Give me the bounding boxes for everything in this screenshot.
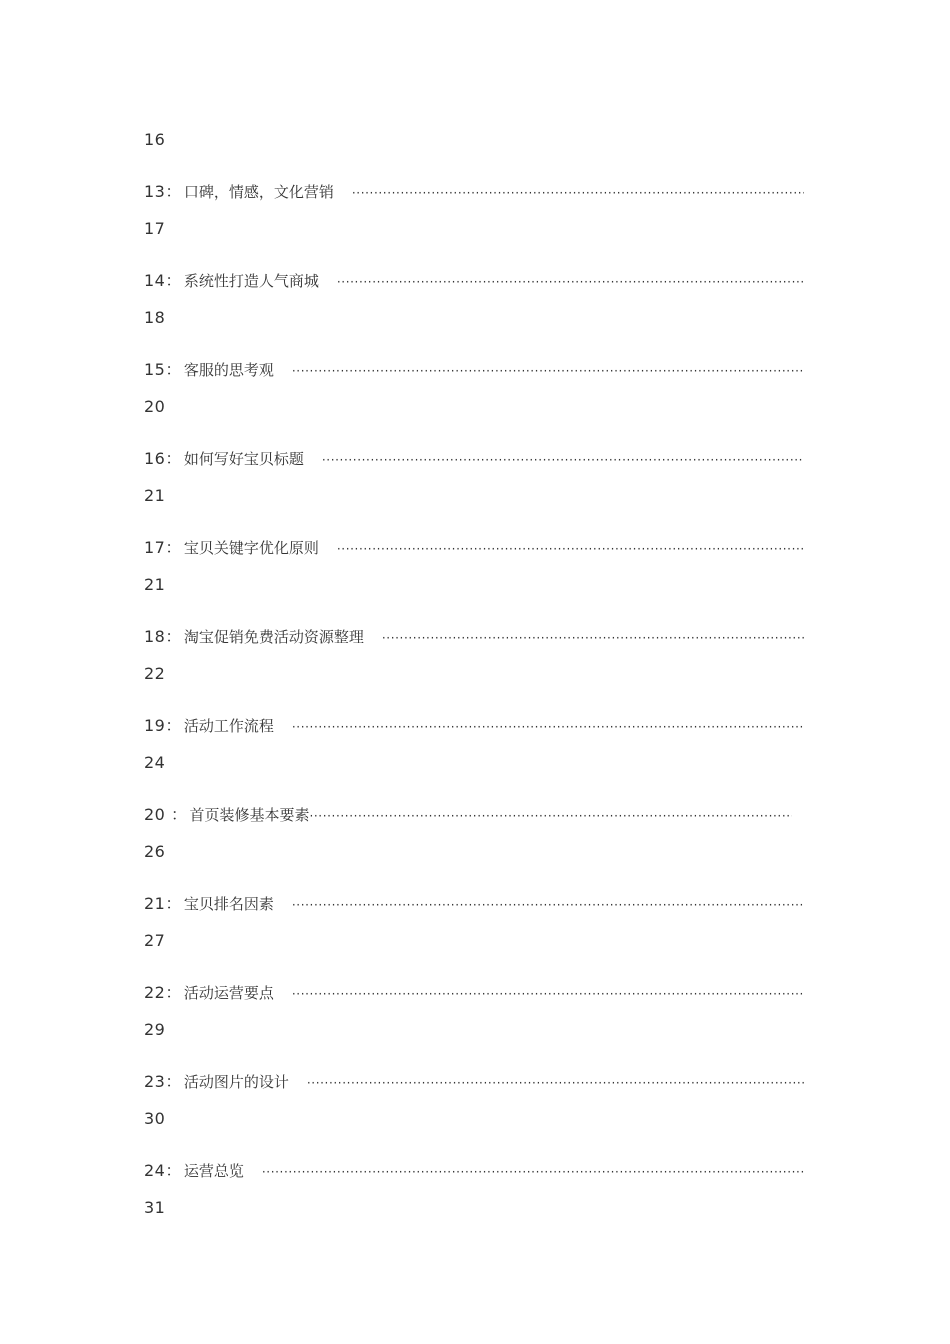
- toc-entry: [144, 445, 804, 473]
- toc-entry-number: 19：: [144, 716, 182, 735]
- toc-entry-title: 活动图片的设计: [183, 1073, 289, 1091]
- dot-leader: [337, 268, 804, 296]
- dot-leader: [322, 446, 804, 474]
- toc-entry-number: 20 ：: [144, 805, 188, 824]
- toc-entry: [144, 1157, 804, 1185]
- toc-entry-number: 14：: [144, 271, 182, 290]
- dot-leader: [382, 624, 804, 652]
- toc-page-number: 27: [144, 931, 166, 950]
- toc-entry-title: 客服的思考观: [183, 361, 274, 379]
- toc-page-number: 30: [144, 1109, 166, 1128]
- toc-page-number: 22: [144, 664, 166, 683]
- toc-entry-title: 活动运营要点: [183, 984, 274, 1002]
- toc-entry-title: 运营总览: [183, 1162, 244, 1180]
- toc-entry-title: 宝贝关键字优化原则: [183, 539, 319, 557]
- toc-entry: [144, 534, 804, 562]
- toc-page-number: 21: [144, 575, 166, 594]
- toc-entry-number: 18：: [144, 627, 182, 646]
- toc-entry: [144, 979, 804, 1007]
- toc-entry: [144, 712, 804, 740]
- toc-entry-title: 活动工作流程: [183, 717, 274, 735]
- toc-entry-title: 系统性打造人气商城: [183, 272, 319, 290]
- toc-entry-number: 17：: [144, 538, 182, 557]
- toc-page-number: 17: [144, 219, 166, 238]
- toc-entry-number: 22：: [144, 983, 182, 1002]
- toc-entry-number: 15：: [144, 360, 182, 379]
- toc-entry-number: 21：: [144, 894, 182, 913]
- toc-page-number: 29: [144, 1020, 166, 1039]
- toc-page-number: 16: [144, 130, 166, 149]
- toc-entry: [144, 267, 804, 295]
- toc-entry: [144, 623, 804, 651]
- dot-leader: [309, 802, 792, 830]
- toc-page-number: 18: [144, 308, 166, 327]
- dot-leader: [292, 891, 804, 919]
- toc-entry-number: 23：: [144, 1072, 182, 1091]
- toc-entry-number: 16：: [144, 449, 182, 468]
- toc-page-number: 20: [144, 397, 166, 416]
- toc-entry-number: 24：: [144, 1161, 182, 1180]
- toc-page-number: 26: [144, 842, 166, 861]
- dot-leader: [292, 713, 804, 741]
- toc-entry-title: 如何写好宝贝标题: [183, 450, 304, 468]
- toc-entry-title: 首页装修基本要素: [189, 806, 310, 824]
- toc-entry: [144, 801, 804, 829]
- toc-entry: [144, 178, 804, 206]
- toc-page-number: 24: [144, 753, 166, 772]
- toc-entry-title: 淘宝促销免费活动资源整理: [183, 628, 364, 646]
- toc-entry-number: 13：: [144, 182, 182, 201]
- dot-leader: [262, 1158, 804, 1186]
- toc-entry: [144, 1068, 804, 1096]
- dot-leader: [292, 980, 804, 1008]
- toc-entry-title: 宝贝排名因素: [183, 895, 274, 913]
- toc-page-number: 21: [144, 486, 166, 505]
- table-of-contents: [144, 126, 804, 1222]
- dot-leader: [307, 1069, 804, 1097]
- toc-entry: [144, 890, 804, 918]
- toc-entry: [144, 356, 804, 384]
- toc-entry-title: 口碑，情感，文化营销: [183, 183, 334, 201]
- dot-leader: [292, 357, 804, 385]
- dot-leader: [352, 179, 804, 207]
- toc-page-number: 31: [144, 1198, 166, 1217]
- dot-leader: [337, 535, 804, 563]
